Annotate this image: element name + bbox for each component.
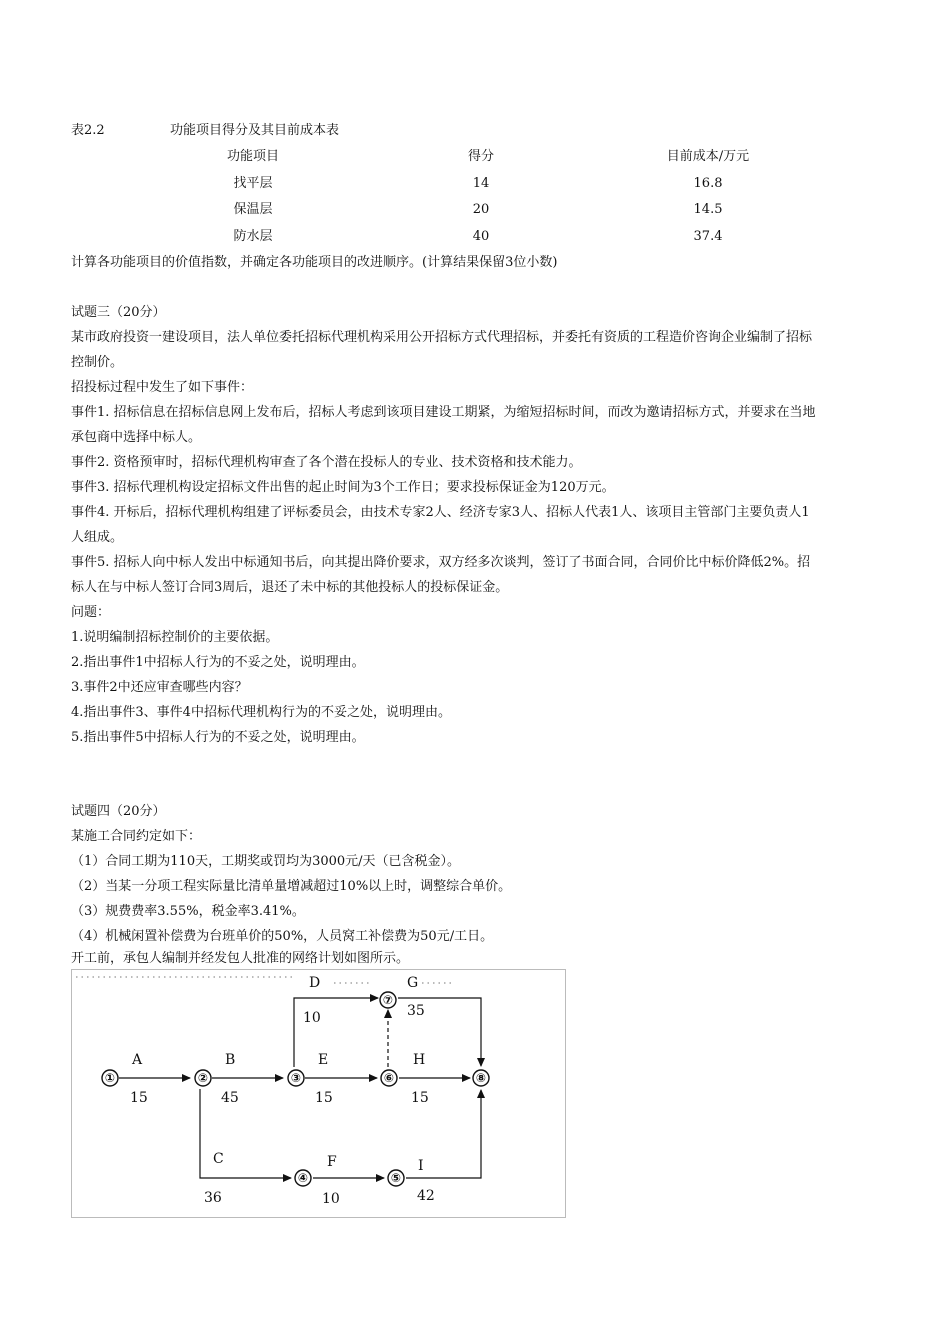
activity-d-label: D (309, 975, 321, 991)
network-diagram-svg (72, 970, 567, 1219)
q4-plan-intro: 开工前，承包人编制并经发包人批准的网络计划如图所示。 (71, 951, 410, 966)
node-7 (380, 992, 396, 1008)
svg-text:③: ③ (290, 1071, 302, 1085)
activity-i-label: I (418, 1158, 424, 1174)
table-cell: 保温层 (233, 202, 273, 217)
node-3 (288, 1070, 304, 1086)
q3-question-2: 2.指出事件1中招标人行为的不妥之处，说明理由。 (71, 655, 365, 670)
q4-clause-3: （3）规费费率3.55%，税金率3.41%。 (71, 904, 305, 919)
table-cell: 16.8 (693, 176, 723, 191)
activity-b-duration: 45 (221, 1090, 239, 1106)
node-2 (195, 1070, 211, 1086)
table-number: 表2.2 (71, 123, 105, 138)
activity-h-duration: 15 (411, 1090, 429, 1106)
activity-e-duration: 15 (315, 1090, 333, 1106)
q4-title: 试题四（20分） (71, 804, 166, 819)
q3-question-3: 3.事件2中还应审查哪些内容？ (71, 680, 248, 695)
q3-event-5-cont: 标人在与中标人签订合同3周后，退还了未中标的其他投标人的投标保证金。 (71, 580, 509, 595)
node-1 (102, 1070, 118, 1086)
q3-questions-label: 问题： (71, 605, 111, 620)
table-question: 计算各功能项目的价值指数，并确定各功能项目的改进顺序。(计算结果保留3位小数) (71, 255, 558, 270)
table-caption: 功能项目得分及其目前成本表 (170, 123, 340, 138)
activity-a-duration: 15 (130, 1090, 148, 1106)
q3-event-4-cont: 人组成。 (71, 530, 124, 545)
activity-f-label: F (327, 1154, 337, 1170)
svg-text:⑤: ⑤ (390, 1171, 402, 1185)
table-header-score: 得分 (467, 149, 495, 164)
table-cell: 14.5 (693, 202, 723, 217)
activity-h-label: H (413, 1052, 426, 1068)
q4-clause-2: （2）当某一分项工程实际量比清单量增减超过10%以上时，调整综合单价。 (71, 879, 512, 894)
q3-event-3: 事件3. 招标代理机构设定招标文件出售的起止时间为3个工作日；要求投标保证金为120万元。 (71, 480, 615, 495)
q3-question-5: 5.指出事件5中招标人行为的不妥之处，说明理由。 (71, 730, 365, 745)
q3-event-5: 事件5. 招标人向中标人发出中标通知书后，向其提出降价要求，双方经多次谈判，签订了书面合同，合同价比中标价降低2%。招 (71, 555, 811, 570)
svg-text:④: ④ (297, 1171, 309, 1185)
table-cell: 40 (472, 229, 490, 244)
table-cell: 找平层 (233, 176, 273, 191)
q3-event-4: 事件4. 开标后，招标代理机构组建了评标委员会，由技术专家2人、经济专家3人、招标人代表1人、该项目主管部门主要负责人1 (71, 505, 810, 520)
q3-title: 试题三（20分） (71, 305, 166, 320)
q3-events-intro: 招投标过程中发生了如下事件： (71, 380, 254, 395)
node-5 (388, 1170, 404, 1186)
node-8 (473, 1070, 489, 1086)
activity-d-arrow (294, 998, 378, 1067)
activity-f-duration: 10 (322, 1191, 340, 1207)
node-6 (381, 1070, 397, 1086)
table-header-item: 功能项目 (226, 149, 280, 164)
svg-text:⑥: ⑥ (383, 1071, 395, 1085)
q4-clause-4: （4）机械闲置补偿费为台班单价的50%，人员窝工补偿费为50元/工日。 (71, 929, 494, 944)
node-4 (295, 1170, 311, 1186)
q4-clause-1: （1）合同工期为110天，工期奖或罚均为3000元/天（已含税金）。 (71, 854, 461, 869)
table-cell: 37.4 (693, 229, 723, 244)
table-cell: 14 (472, 176, 490, 191)
svg-text:②: ② (197, 1071, 209, 1085)
svg-text:⑧: ⑧ (475, 1071, 487, 1085)
q3-event-1: 事件1. 招标信息在招标信息网上发布后，招标人考虑到该项目建设工期紧，为缩短招标时间，而改为邀请招标方式，并要求在当地 (71, 405, 816, 420)
activity-g-duration: 35 (407, 1003, 425, 1019)
svg-text:⑦: ⑦ (382, 993, 394, 1007)
svg-text:①: ① (104, 1071, 116, 1085)
q3-question-4: 4.指出事件3、事件4中招标代理机构行为的不妥之处，说明理由。 (71, 705, 451, 720)
table-header-cost: 目前成本/万元 (666, 149, 750, 164)
network-diagram (71, 969, 566, 1218)
activity-e-label: E (318, 1052, 329, 1068)
activity-g-label: G (407, 975, 419, 991)
q3-intro-line: 某市政府投资一建设项目，法人单位委托招标代理机构采用公开招标方式代理招标，并委托有资质的工程造价咨询企业编制了招标 (71, 330, 813, 345)
activity-c-duration: 36 (204, 1190, 222, 1206)
activity-d-duration: 10 (303, 1010, 321, 1026)
q3-event-1-cont: 承包商中选择中标人。 (71, 430, 202, 445)
activity-i-duration: 42 (417, 1188, 435, 1204)
activity-a-label: A (132, 1052, 143, 1068)
activity-b-label: B (225, 1052, 236, 1068)
q4-intro: 某施工合同约定如下： (71, 829, 202, 844)
activity-c-label: C (213, 1151, 224, 1167)
q3-intro-line: 控制价。 (71, 355, 124, 370)
q3-event-2: 事件2. 资格预审时，招标代理机构审查了各个潜在投标人的专业、技术资格和技术能力。 (71, 455, 582, 470)
q3-question-1: 1.说明编制招标控制价的主要依据。 (71, 630, 279, 645)
table-cell: 20 (472, 202, 490, 217)
table-cell: 防水层 (233, 229, 273, 244)
